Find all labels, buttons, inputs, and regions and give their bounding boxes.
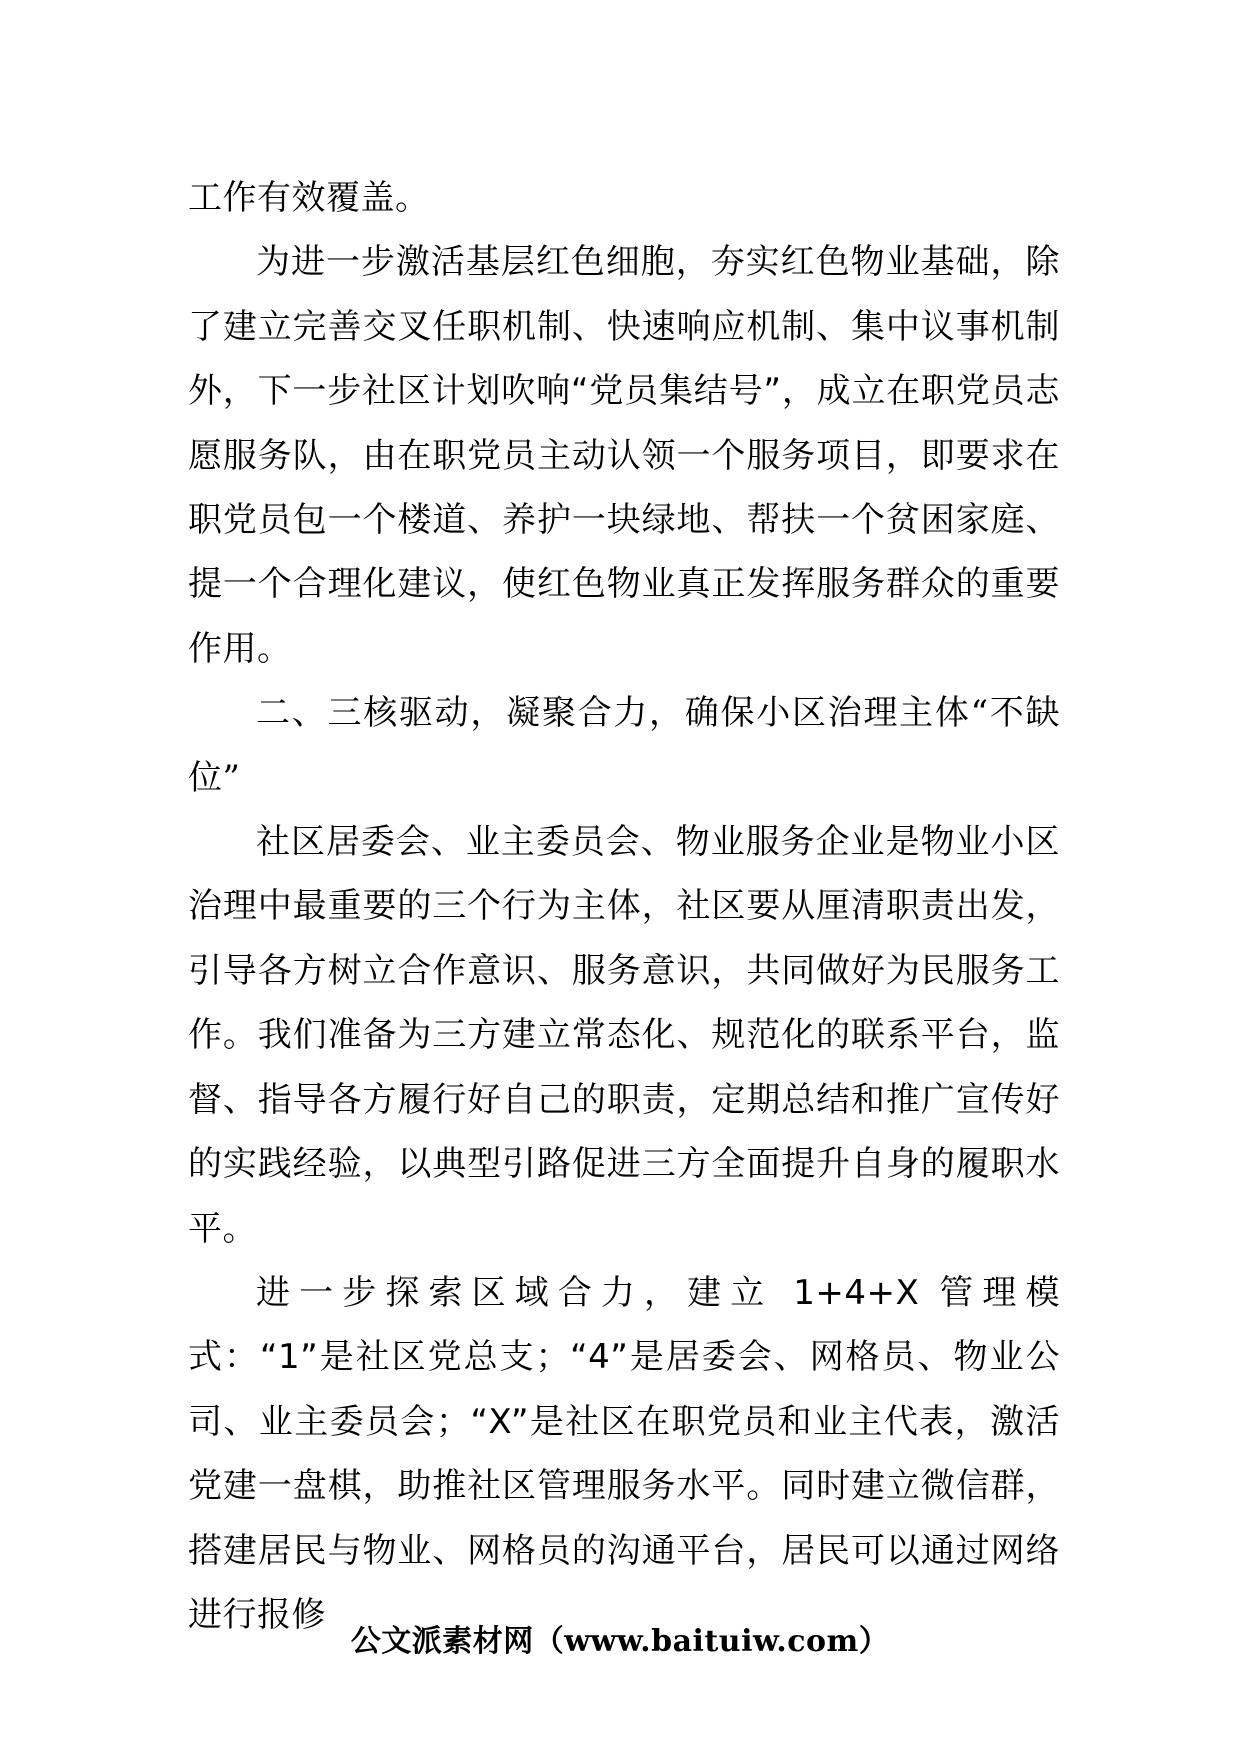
paragraph-red-property: 为进一步激活基层红色细胞，夯实红色物业基础，除了建立完善交叉任职机制、快速响应机制、集中议事机制外，下一步社区计划吹响“党员集结号”，成立在职党员志愿服务队，由在职党员主动认领一个服务项目，即要求在职党员包一个楼道、养护一块绿地、帮扶一个贫困家庭、提一个合理化建议，使红色物业真正发挥服务群众的重要作用。 — [188, 242, 1060, 669]
section-heading-two: 二、三核驱动，凝聚合力，确保小区治理主体“不缺位” — [188, 693, 1060, 798]
paragraph-continuation: 工作有效覆盖。 — [188, 178, 430, 218]
paragraph-management-model: 进一步探索区域合力，建立 1+4+X 管理模式：“1”是社区党总支；“4”是居委会、网格员、物业公司、业主委员会；“X”是社区在职党员和业主代表，激活党建一盘棋，助推社区管理服务水平。同时建立微信群，搭建居民与物业、网格员的沟通平台，居民可以通过网络进行报修 — [188, 1272, 1060, 1635]
footer-watermark: 公文派素材网（www.baituiw.com） — [350, 1624, 890, 1659]
document-body — [188, 166, 1060, 1647]
paragraph-three-parties: 社区居委会、业主委员会、物业服务企业是物业小区治理中最重要的三个行为主体，社区要从厘清职责出发，引导各方树立合作意识、服务意识，共同做好为民服务工作。我们准备为三方建立常态化、规范化的联系平台，监督、指导各方履行好自己的职责，定期总结和推广宣传好的实践经验，以典型引路促进三方全面提升自身的履职水平。 — [188, 822, 1060, 1249]
